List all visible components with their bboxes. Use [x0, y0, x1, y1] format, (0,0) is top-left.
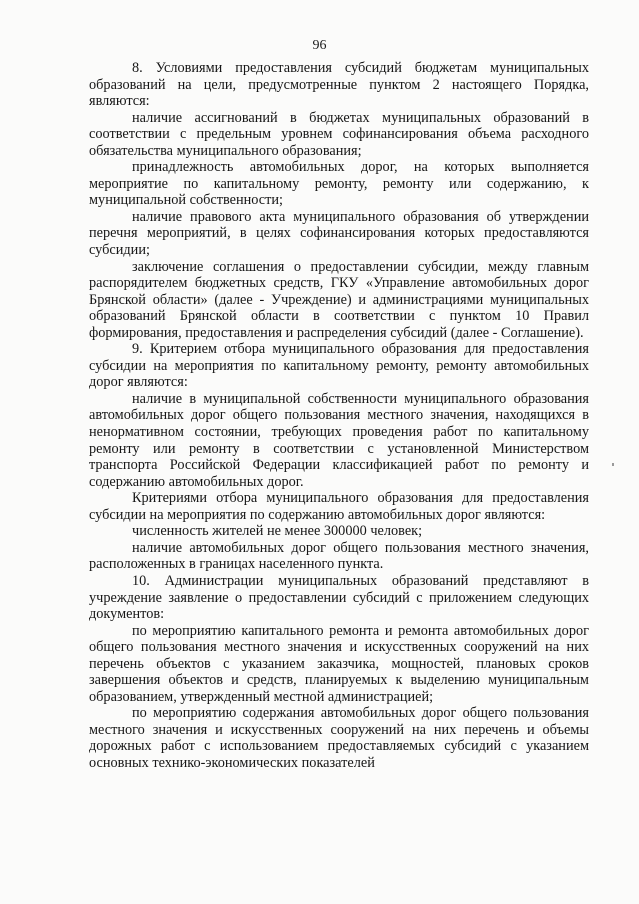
- paragraph-maintenance-criteria: Критериями отбора муниципального образования для предоставления субсидии на мероприятия по содержанию автомобильных дорог являются:: [89, 490, 589, 523]
- paragraph-substandard-roads: наличие в муниципальной собственности муниципального образования автомобильных дорог общего пользования местного значения, находящихся в ненормативном состоянии, требующих проведения работ по капитальному ремонту или ремонту в соответствии с установленной Министерством транспорта Российской Федерации классификацией работ по ремонту и содержанию автомобильных дорог.: [89, 390, 589, 490]
- paragraph-roads-within-settlement: наличие автомобильных дорог общего пользования местного значения, расположенных в границах населенного пункта.: [89, 539, 589, 573]
- document-body: [89, 60, 589, 772]
- page-number: 96: [312, 38, 327, 53]
- paragraph-population: численность жителей не менее 300000 человек;: [132, 523, 423, 540]
- scan-speck: [612, 463, 614, 466]
- paragraph-maintenance-documents: по мероприятию содержания автомобильных дорог общего пользования местного значения и искусственных сооружений на них перечень и объемы дорожных работ с использованием предоставляемых субсидий с указанием основных технико-экономических показателей: [89, 705, 589, 771]
- paragraph-8-conditions: 8. Условиями предоставления субсидий бюджетам муниципальных образований на цели, предусмотренные пунктом 2 настоящего Порядка, являются:: [89, 60, 589, 110]
- paragraph-repair-documents: по мероприятию капитального ремонта и ремонта автомобильных дорог общего пользования местного значения и искусственных сооружений на них перечень объектов с указанием заказчика, мощностей, плановых сроков завершения объектов и средств, планируемых к выделению муниципальным образованием, утвержденный местной администрацией;: [89, 622, 589, 705]
- paragraph-agreement: заключение соглашения о предоставлении субсидии, между главным распорядителем бюджетных средств, ГКУ «Управление автомобильных дорог Брянской области» (далее - Учреждение) и администрациями муниципальных образований Брянской области в соответствии с пунктом 10 Правил формирования, предоставления и распределения субсидий (далее - Соглашение).: [89, 258, 589, 341]
- paragraph-legal-act: наличие правового акта муниципального образования об утверждении перечня мероприятий, в целях софинансирования которых предоставляются субсидии;: [89, 208, 589, 259]
- paragraph-9-selection-criterion: 9. Критерием отбора муниципального образования для предоставления субсидии на мероприятия по капитальному ремонту, ремонту автомобильных дорог являются:: [89, 341, 589, 391]
- paragraph-road-ownership: принадлежность автомобильных дорог, на которых выполняется мероприятие по капитальному ремонту, ремонту или содержанию, к муниципальной собственности;: [89, 159, 589, 209]
- paragraph-10-application: 10. Администрации муниципальных образований представляют в учреждение заявление о предоставлении субсидий с приложением следующих документов:: [89, 572, 589, 623]
- paragraph-appropriations: наличие ассигнований в бюджетах муниципальных образований в соответствии с предельным уровнем софинансирования объема расходного обязательства муниципального образования;: [89, 109, 589, 159]
